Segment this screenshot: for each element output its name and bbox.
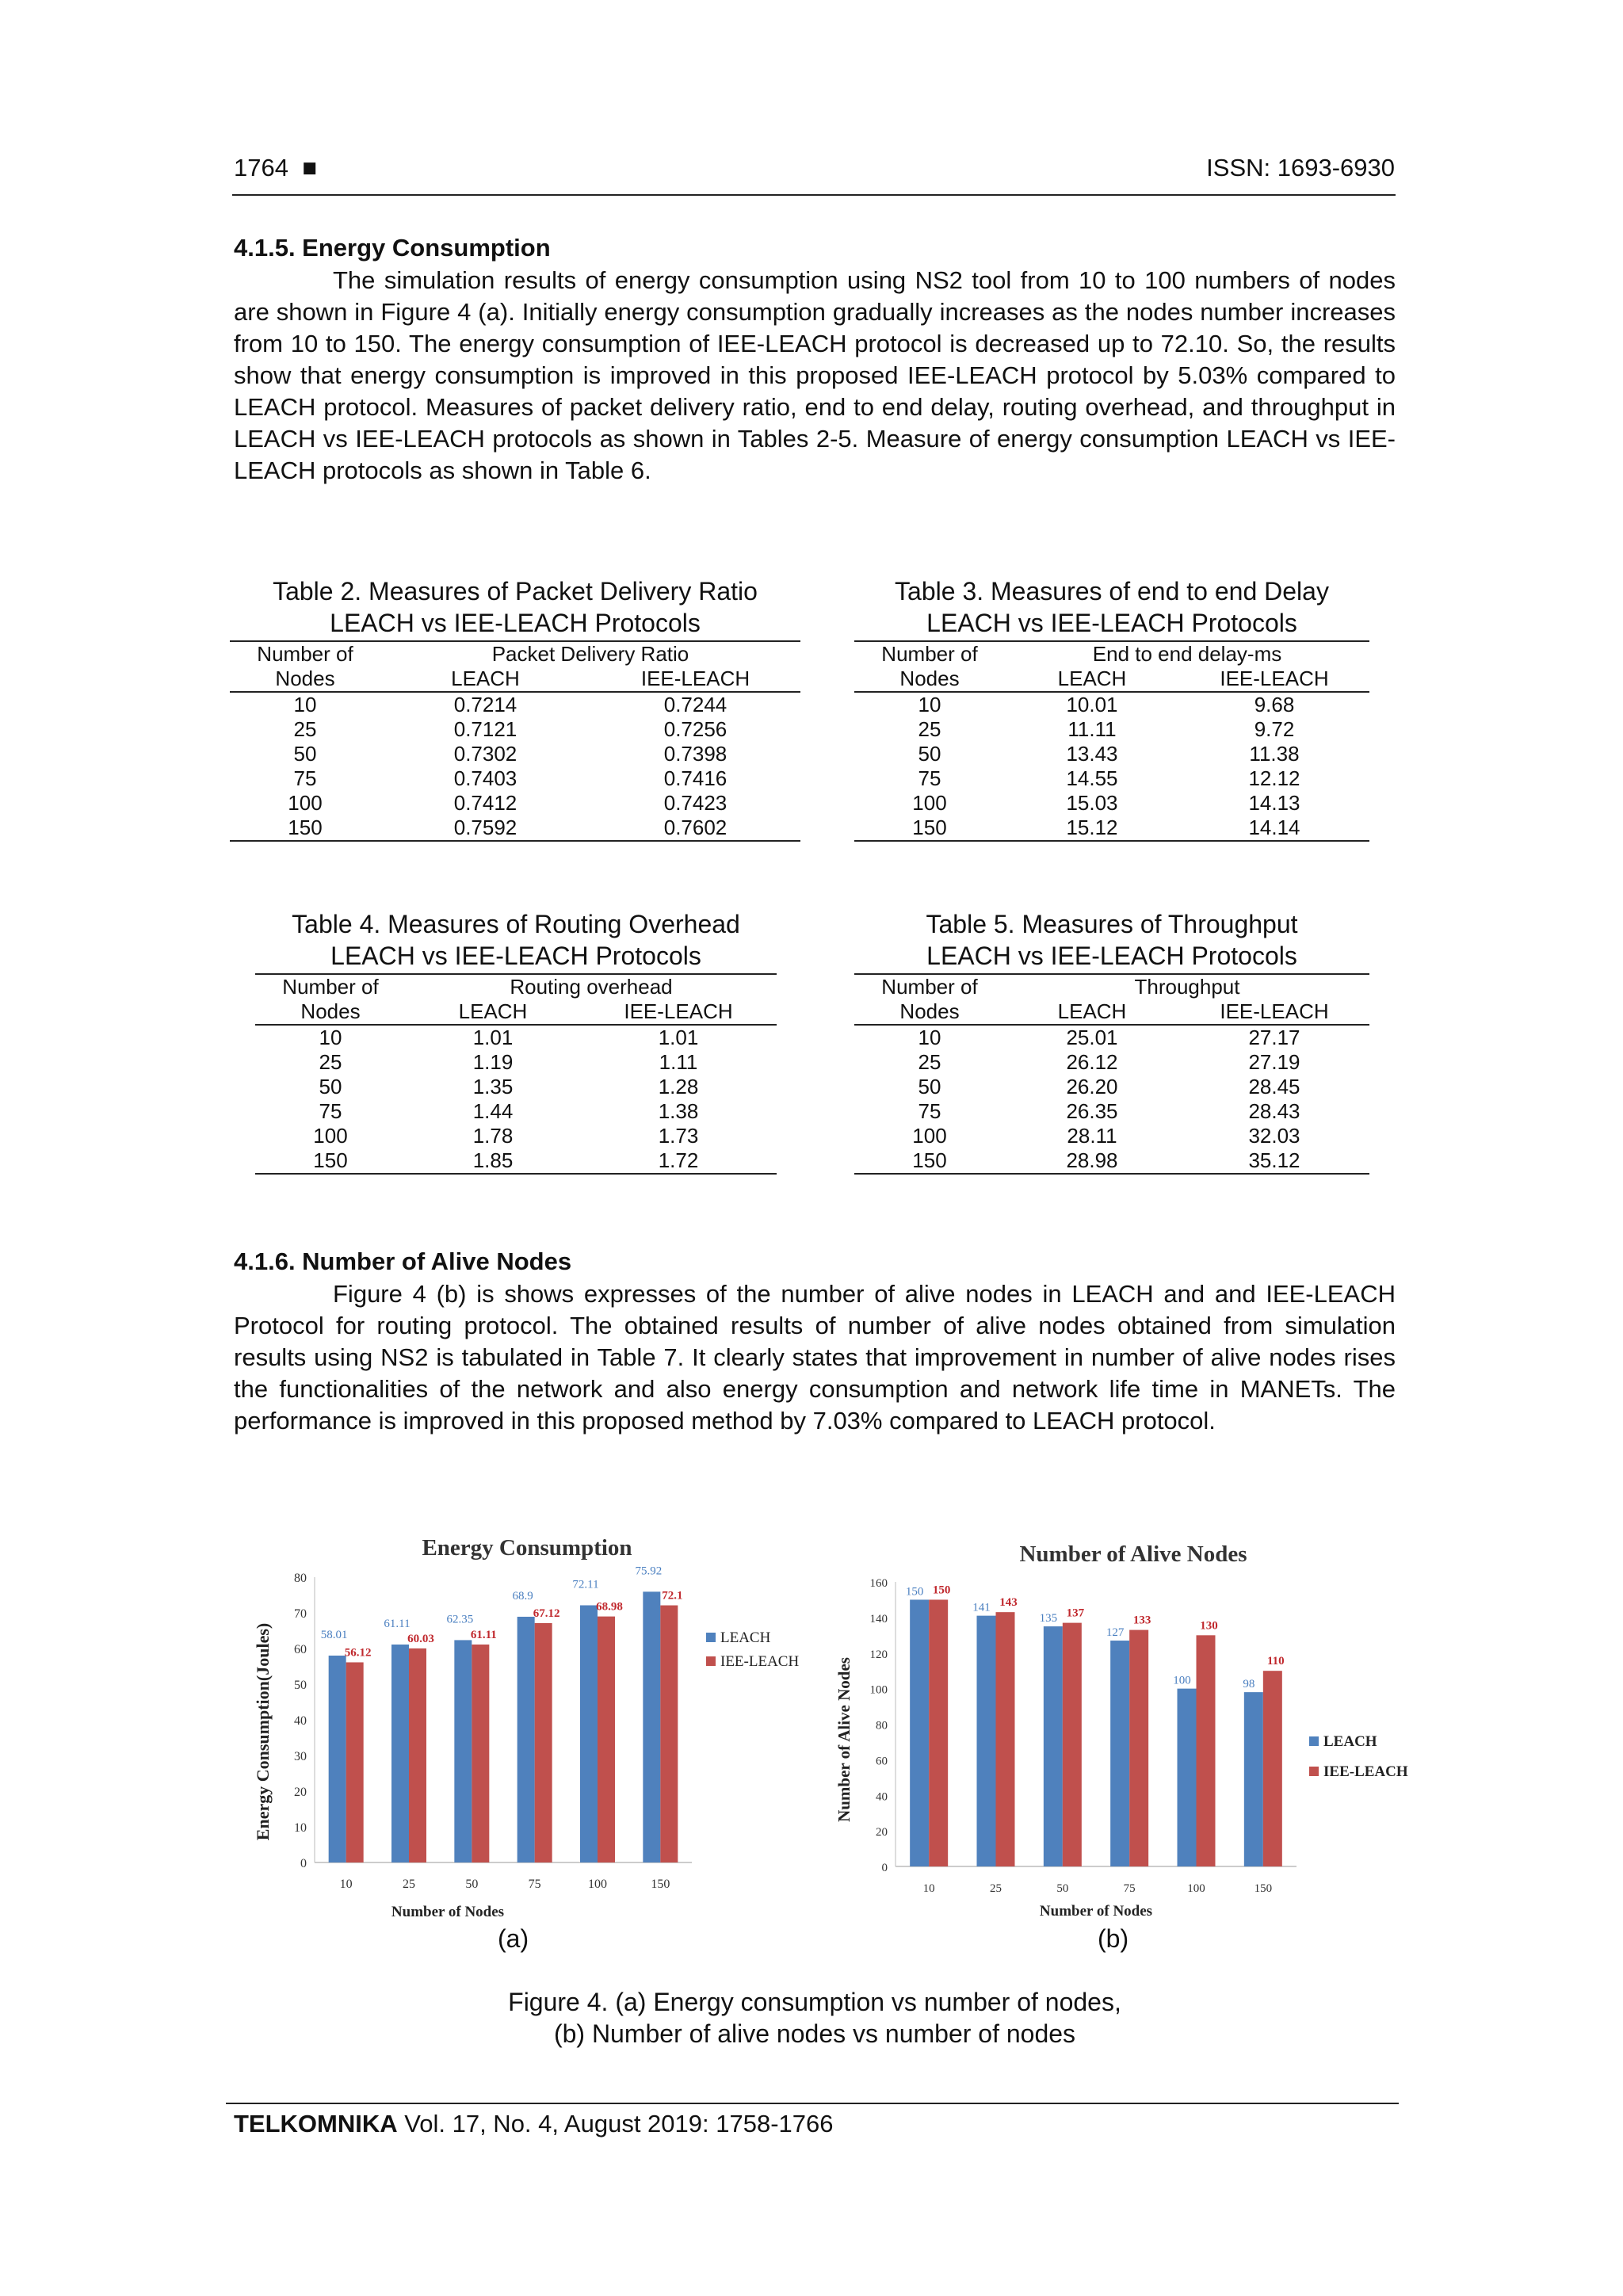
bar-iee-leach xyxy=(1129,1630,1148,1866)
y-tick-label: 60 xyxy=(294,1643,307,1656)
table-cell: 1.01 xyxy=(658,1026,699,1049)
y-tick-label: 160 xyxy=(869,1577,888,1590)
bar-leach xyxy=(1244,1692,1263,1866)
bar-iee-leach xyxy=(535,1623,552,1862)
x-tick-label: 150 xyxy=(1254,1882,1273,1895)
table-row xyxy=(230,692,800,717)
header-group: Routing overhead xyxy=(406,974,777,999)
table-cell: 50 xyxy=(319,1075,342,1098)
issn: ISSN: 1693-6930 xyxy=(1206,154,1395,181)
bar-leach xyxy=(977,1616,996,1866)
x-tick-label: 25 xyxy=(990,1882,1002,1895)
header-nodes: Nodes xyxy=(255,999,406,1025)
table-2 xyxy=(230,640,800,842)
header-nodes: Number of xyxy=(255,974,406,999)
table-cell: 1.73 xyxy=(658,1124,699,1148)
y-tick-label: 20 xyxy=(294,1786,307,1799)
table-cell: 25 xyxy=(319,1050,342,1074)
table-caption-line: LEACH vs IEE-LEACH Protocols xyxy=(926,609,1297,637)
table-2-caption xyxy=(230,575,800,639)
table-cell: 11.11 xyxy=(1067,717,1117,741)
legend-a-iee: IEE-LEACH xyxy=(720,1653,800,1670)
data-label-leach: 58.01 xyxy=(320,1628,348,1641)
page-number: 1764 ■ xyxy=(234,154,317,181)
table-cell: 26.20 xyxy=(1066,1075,1118,1098)
y-tick-label: 20 xyxy=(876,1826,888,1839)
bar-leach xyxy=(1044,1626,1063,1866)
bar-iee-leach xyxy=(1263,1671,1282,1866)
table-cell: 0.7214 xyxy=(453,693,517,716)
table-row xyxy=(255,1148,777,1174)
data-label-leach: 141 xyxy=(972,1601,991,1614)
square-icon: ■ xyxy=(302,154,317,181)
y-tick-label: 30 xyxy=(294,1750,307,1763)
bar-iee-leach xyxy=(409,1648,426,1862)
legend-b-leach: LEACH xyxy=(1323,1733,1377,1750)
bar-iee-leach xyxy=(598,1617,615,1862)
bar-leach xyxy=(391,1645,409,1862)
bar-leach xyxy=(1110,1641,1129,1866)
chart-b-title: Number of Alive Nodes xyxy=(1019,1541,1247,1567)
data-label-leach: 135 xyxy=(1039,1612,1058,1626)
table-cell: 25 xyxy=(918,1050,941,1074)
data-label-leach: 62.35 xyxy=(446,1613,474,1626)
data-label-iee-leach: 72.1 xyxy=(662,1589,683,1603)
y-tick-label: 70 xyxy=(294,1607,307,1621)
y-tick-label: 60 xyxy=(876,1755,888,1768)
table-row xyxy=(230,742,800,766)
table-cell: 50 xyxy=(293,742,317,766)
table-cell: 75 xyxy=(293,766,317,790)
table-caption-line: Table 2. Measures of Packet Delivery Ratio xyxy=(273,577,758,606)
table-header-row xyxy=(230,667,800,692)
table-cell: 28.11 xyxy=(1067,1124,1117,1148)
header-iee-leach: IEE-LEACH xyxy=(1179,667,1369,692)
table-cell: 14.13 xyxy=(1248,791,1300,815)
x-tick-label: 25 xyxy=(403,1878,415,1891)
table-row xyxy=(854,766,1369,791)
table-cell: 32.03 xyxy=(1248,1124,1300,1148)
header-leach: LEACH xyxy=(1005,999,1179,1025)
table-cell: 27.19 xyxy=(1248,1050,1300,1074)
table-cell: 26.12 xyxy=(1066,1050,1118,1074)
chart-b-ylabel: Number of Alive Nodes xyxy=(834,1657,854,1822)
subfigure-label-a: (a) xyxy=(498,1924,529,1953)
table-cell: 150 xyxy=(854,1148,1005,1174)
header-group: Throughput xyxy=(1005,974,1369,999)
paragraph-energy: The simulation results of energy consumption using NS2 tool from 10 to 100 numbers of nodes are shown in Figure 4 (a). Initially energy consumption gradually increases as the nodes number increases from 10 to 150. The energy consumption of IEE-LEACH protocol is decreased up to 72.10. So, the results show that energy consumption is improved in this proposed IEE-LEACH protocol by 5.03% compared to LEACH protocol. Measures of packet delivery ratio, end to end delay, routing overhead, and throughput in LEACH vs IEE-LEACH protocols as shown in Tables 2-5. Measure of energy consumption LEACH vs IEE-LEACH protocols as shown in Table 6. xyxy=(234,266,1396,484)
header-group: Packet Delivery Ratio xyxy=(380,641,800,667)
table-header-row xyxy=(230,641,800,667)
table-row xyxy=(230,766,800,791)
header-iee-leach: IEE-LEACH xyxy=(1179,999,1369,1025)
table-cell: 12.12 xyxy=(1248,766,1300,790)
table-cell: 0.7398 xyxy=(663,742,727,766)
table-caption-line: LEACH vs IEE-LEACH Protocols xyxy=(330,609,701,637)
x-tick-label: 100 xyxy=(588,1878,607,1891)
footer-journal: TELKOMNIKA xyxy=(234,2110,398,2137)
header-nodes: Number of xyxy=(230,641,380,667)
table-cell: 75 xyxy=(918,1099,941,1123)
table-cell: 28.98 xyxy=(1005,1148,1179,1174)
table-cell: 100 xyxy=(912,1124,947,1148)
table-cell: 0.7602 xyxy=(590,816,800,841)
table-cell: 25.01 xyxy=(1066,1026,1118,1049)
header-nodes: Nodes xyxy=(230,667,380,692)
table-cell: 0.7302 xyxy=(453,742,517,766)
bar-leach xyxy=(329,1656,346,1862)
bar-iee-leach xyxy=(472,1645,489,1862)
y-tick-label: 50 xyxy=(294,1679,307,1692)
table-caption-line: Table 4. Measures of Routing Overhead xyxy=(292,910,740,938)
y-tick-label: 80 xyxy=(876,1719,888,1733)
x-tick-label: 100 xyxy=(1187,1882,1205,1895)
table-3 xyxy=(854,640,1369,842)
table-row xyxy=(854,816,1369,841)
x-tick-label: 75 xyxy=(1123,1882,1136,1895)
table-cell: 25 xyxy=(293,717,317,741)
table-cell: 1.78 xyxy=(472,1124,514,1148)
table-header-row xyxy=(854,974,1369,999)
figure-caption-line2: (b) Number of alive nodes vs number of nodes xyxy=(553,2019,1076,2048)
table-cell: 1.01 xyxy=(472,1026,514,1049)
table-row xyxy=(255,1050,777,1075)
data-label-iee-leach: 56.12 xyxy=(344,1646,372,1660)
header-leach: LEACH xyxy=(406,999,580,1025)
table-cell: 15.03 xyxy=(1066,791,1118,815)
table-cell: 0.7244 xyxy=(663,693,727,716)
table-cell: 26.35 xyxy=(1066,1099,1118,1123)
table-cell: 10 xyxy=(319,1026,342,1049)
footer xyxy=(234,2110,833,2138)
table-caption-line: Table 3. Measures of end to end Delay xyxy=(895,577,1329,606)
table-cell: 1.85 xyxy=(406,1148,580,1174)
chart-alive xyxy=(832,1522,1419,1934)
y-tick-label: 100 xyxy=(869,1683,888,1697)
table-cell: 9.72 xyxy=(1254,717,1295,741)
bar-iee-leach xyxy=(1063,1623,1082,1866)
table-row xyxy=(854,742,1369,766)
data-label-iee-leach: 143 xyxy=(999,1596,1018,1610)
chart-b-plot xyxy=(870,1577,1297,1895)
table-row xyxy=(854,1148,1369,1174)
table-caption-line: LEACH vs IEE-LEACH Protocols xyxy=(330,942,701,970)
table-caption-line: Table 5. Measures of Throughput xyxy=(926,910,1298,938)
table-row xyxy=(854,791,1369,816)
x-tick-label: 50 xyxy=(465,1878,479,1891)
x-tick-label: 150 xyxy=(651,1878,670,1891)
table-row xyxy=(854,717,1369,742)
table-cell: 10 xyxy=(293,693,317,716)
table-cell: 150 xyxy=(854,816,1005,841)
table-cell: 75 xyxy=(319,1099,342,1123)
table-cell: 75 xyxy=(918,766,941,790)
table-cell: 50 xyxy=(918,1075,941,1098)
table-cell: 0.7256 xyxy=(663,717,727,741)
data-label-leach: 61.11 xyxy=(384,1618,411,1631)
table-cell: 25 xyxy=(918,717,941,741)
y-tick-label: 10 xyxy=(294,1821,307,1835)
table-cell: 1.72 xyxy=(580,1148,777,1174)
data-label-iee-leach: 67.12 xyxy=(533,1606,560,1620)
data-label-leach: 75.92 xyxy=(635,1564,663,1578)
data-label-iee-leach: 110 xyxy=(1266,1655,1285,1668)
table-row xyxy=(854,1124,1369,1148)
table-caption-line: LEACH vs IEE-LEACH Protocols xyxy=(926,942,1297,970)
figure-caption-line1: Figure 4. (a) Energy consumption vs number of nodes, xyxy=(508,1988,1121,2016)
header-nodes: Number of xyxy=(854,974,1005,999)
header-iee-leach: IEE-LEACH xyxy=(580,999,777,1025)
table-5-caption xyxy=(854,908,1369,972)
x-tick-label: 75 xyxy=(528,1878,541,1891)
y-tick-label: 40 xyxy=(876,1790,888,1804)
data-label-iee-leach: 61.11 xyxy=(470,1629,497,1642)
table-cell: 10.01 xyxy=(1066,693,1118,716)
table-cell: 9.68 xyxy=(1254,693,1295,716)
bar-leach xyxy=(910,1599,929,1866)
data-label-iee-leach: 130 xyxy=(1200,1619,1218,1633)
header-leach: LEACH xyxy=(380,667,590,692)
bar-iee-leach xyxy=(660,1606,678,1862)
bar-leach xyxy=(454,1640,472,1862)
header-nodes: Nodes xyxy=(854,667,1005,692)
table-cell: 28.45 xyxy=(1248,1075,1300,1098)
data-label-iee-leach: 150 xyxy=(932,1584,951,1597)
table-cell: 0.7416 xyxy=(663,766,727,790)
table-cell: 1.19 xyxy=(472,1050,514,1074)
footer-details: Vol. 17, No. 4, August 2019: 1758-1766 xyxy=(404,2110,834,2137)
table-cell: 14.14 xyxy=(1179,816,1369,841)
bar-leach xyxy=(643,1591,660,1862)
header-rule xyxy=(232,194,1396,196)
table-cell: 11.38 xyxy=(1249,742,1300,766)
header-nodes: Number of xyxy=(854,641,1005,667)
header-group: End to end delay-ms xyxy=(1005,641,1369,667)
y-tick-label: 0 xyxy=(300,1857,307,1870)
legend-b-leach-swatch xyxy=(1309,1736,1319,1746)
table-cell: 27.17 xyxy=(1248,1026,1300,1049)
y-tick-label: 120 xyxy=(869,1648,888,1661)
legend-b-iee-swatch xyxy=(1309,1767,1319,1776)
table-cell: 14.55 xyxy=(1066,766,1118,790)
bar-iee-leach xyxy=(346,1662,364,1862)
chart-a-plot xyxy=(294,1564,692,1891)
table-5 xyxy=(854,973,1369,1175)
legend-a-leach-swatch xyxy=(706,1633,716,1642)
table-cell: 150 xyxy=(230,816,380,841)
table-row xyxy=(854,1075,1369,1099)
table-cell: 1.28 xyxy=(658,1075,699,1098)
section-title-alive: 4.1.6. Number of Alive Nodes xyxy=(234,1247,572,1275)
section-title-energy: 4.1.5. Energy Consumption xyxy=(234,234,551,262)
table-row xyxy=(230,816,800,841)
data-label-iee-leach: 137 xyxy=(1066,1606,1085,1620)
table-row xyxy=(230,791,800,816)
table-row xyxy=(255,1124,777,1148)
data-label-leach: 98 xyxy=(1243,1678,1255,1691)
figure-caption xyxy=(234,1986,1396,2050)
table-cell: 15.12 xyxy=(1005,816,1179,841)
data-label-iee-leach: 68.98 xyxy=(596,1600,623,1614)
table-row xyxy=(255,1075,777,1099)
y-tick-label: 80 xyxy=(294,1572,307,1585)
table-cell: 1.38 xyxy=(658,1099,699,1123)
table-row xyxy=(255,1099,777,1124)
table-header-row xyxy=(854,999,1369,1025)
table-header-row xyxy=(854,641,1369,667)
table-header-row xyxy=(255,974,777,999)
y-tick-label: 140 xyxy=(869,1612,888,1626)
data-label-leach: 127 xyxy=(1106,1626,1125,1640)
table-row xyxy=(854,1099,1369,1124)
x-tick-label: 10 xyxy=(339,1878,353,1891)
table-row xyxy=(854,1050,1369,1075)
x-tick-label: 50 xyxy=(1056,1882,1069,1895)
chart-a-title: Energy Consumption xyxy=(422,1535,632,1561)
bar-iee-leach xyxy=(929,1599,948,1866)
table-cell: 10 xyxy=(918,693,941,716)
chart-b-xlabel: Number of Nodes xyxy=(1039,1903,1153,1920)
table-cell: 0.7403 xyxy=(453,766,517,790)
table-cell: 0.7423 xyxy=(663,791,727,815)
header-leach: LEACH xyxy=(1005,667,1179,692)
bar-leach xyxy=(1178,1689,1197,1866)
subfigure-label-b: (b) xyxy=(1098,1924,1129,1953)
table-row xyxy=(230,717,800,742)
bar-iee-leach xyxy=(996,1612,1015,1866)
table-cell: 10 xyxy=(918,1026,941,1049)
legend-a-leach: LEACH xyxy=(720,1629,771,1646)
chart-a-xlabel: Number of Nodes xyxy=(391,1904,505,1920)
table-cell: 35.12 xyxy=(1179,1148,1369,1174)
footer-rule xyxy=(226,2103,1399,2104)
data-label-iee-leach: 60.03 xyxy=(407,1632,434,1645)
header-iee-leach: IEE-LEACH xyxy=(590,667,800,692)
table-cell: 0.7592 xyxy=(380,816,590,841)
x-tick-label: 10 xyxy=(922,1882,935,1895)
data-label-leach: 72.11 xyxy=(572,1578,599,1591)
table-cell: 150 xyxy=(255,1148,406,1174)
legend-b-iee: IEE-LEACH xyxy=(1323,1763,1408,1780)
legend-a-iee-swatch xyxy=(706,1656,716,1666)
table-cell: 1.35 xyxy=(472,1075,514,1098)
table-4 xyxy=(255,973,777,1175)
data-label-leach: 100 xyxy=(1173,1674,1191,1687)
table-row xyxy=(854,692,1369,717)
y-tick-label: 0 xyxy=(881,1862,888,1874)
table-cell: 100 xyxy=(288,791,323,815)
chart-energy xyxy=(250,1522,820,1934)
paragraph-alive: Figure 4 (b) is shows expresses of the number of alive nodes in LEACH and and IEE-LEACH Protocol for routing protocol. The obtained results of number of alive nodes obtained from simulation results using NS2 is tabulated in Table 7. It clearly states that improvement in number of alive nodes rises the functionalities of the network and also energy consumption and network life time in MANETs. The performance is improved in this proposed method by 7.03% compared to LEACH protocol. xyxy=(234,1280,1396,1435)
table-header-row xyxy=(255,999,777,1025)
table-3-caption xyxy=(854,575,1369,639)
bar-iee-leach xyxy=(1197,1635,1216,1866)
table-cell: 1.44 xyxy=(472,1099,514,1123)
table-row xyxy=(854,1025,1369,1050)
table-header-row xyxy=(854,667,1369,692)
table-cell: 50 xyxy=(918,742,941,766)
chart-a-ylabel: Energy Consumption(Joules) xyxy=(253,1622,273,1841)
table-4-caption xyxy=(255,908,777,972)
table-cell: 28.43 xyxy=(1248,1099,1300,1123)
bar-leach xyxy=(517,1617,535,1862)
table-row xyxy=(255,1025,777,1050)
data-label-leach: 68.9 xyxy=(512,1589,533,1603)
table-cell: 0.7412 xyxy=(453,791,517,815)
bar-leach xyxy=(580,1606,598,1862)
header-nodes: Nodes xyxy=(854,999,1005,1025)
table-cell: 13.43 xyxy=(1066,742,1118,766)
data-label-iee-leach: 133 xyxy=(1132,1614,1151,1627)
table-cell: 100 xyxy=(912,791,947,815)
y-tick-label: 40 xyxy=(294,1714,307,1728)
table-cell: 0.7121 xyxy=(453,717,517,741)
table-cell: 1.11 xyxy=(659,1050,698,1074)
data-label-leach: 150 xyxy=(905,1585,924,1599)
table-cell: 100 xyxy=(313,1124,348,1148)
